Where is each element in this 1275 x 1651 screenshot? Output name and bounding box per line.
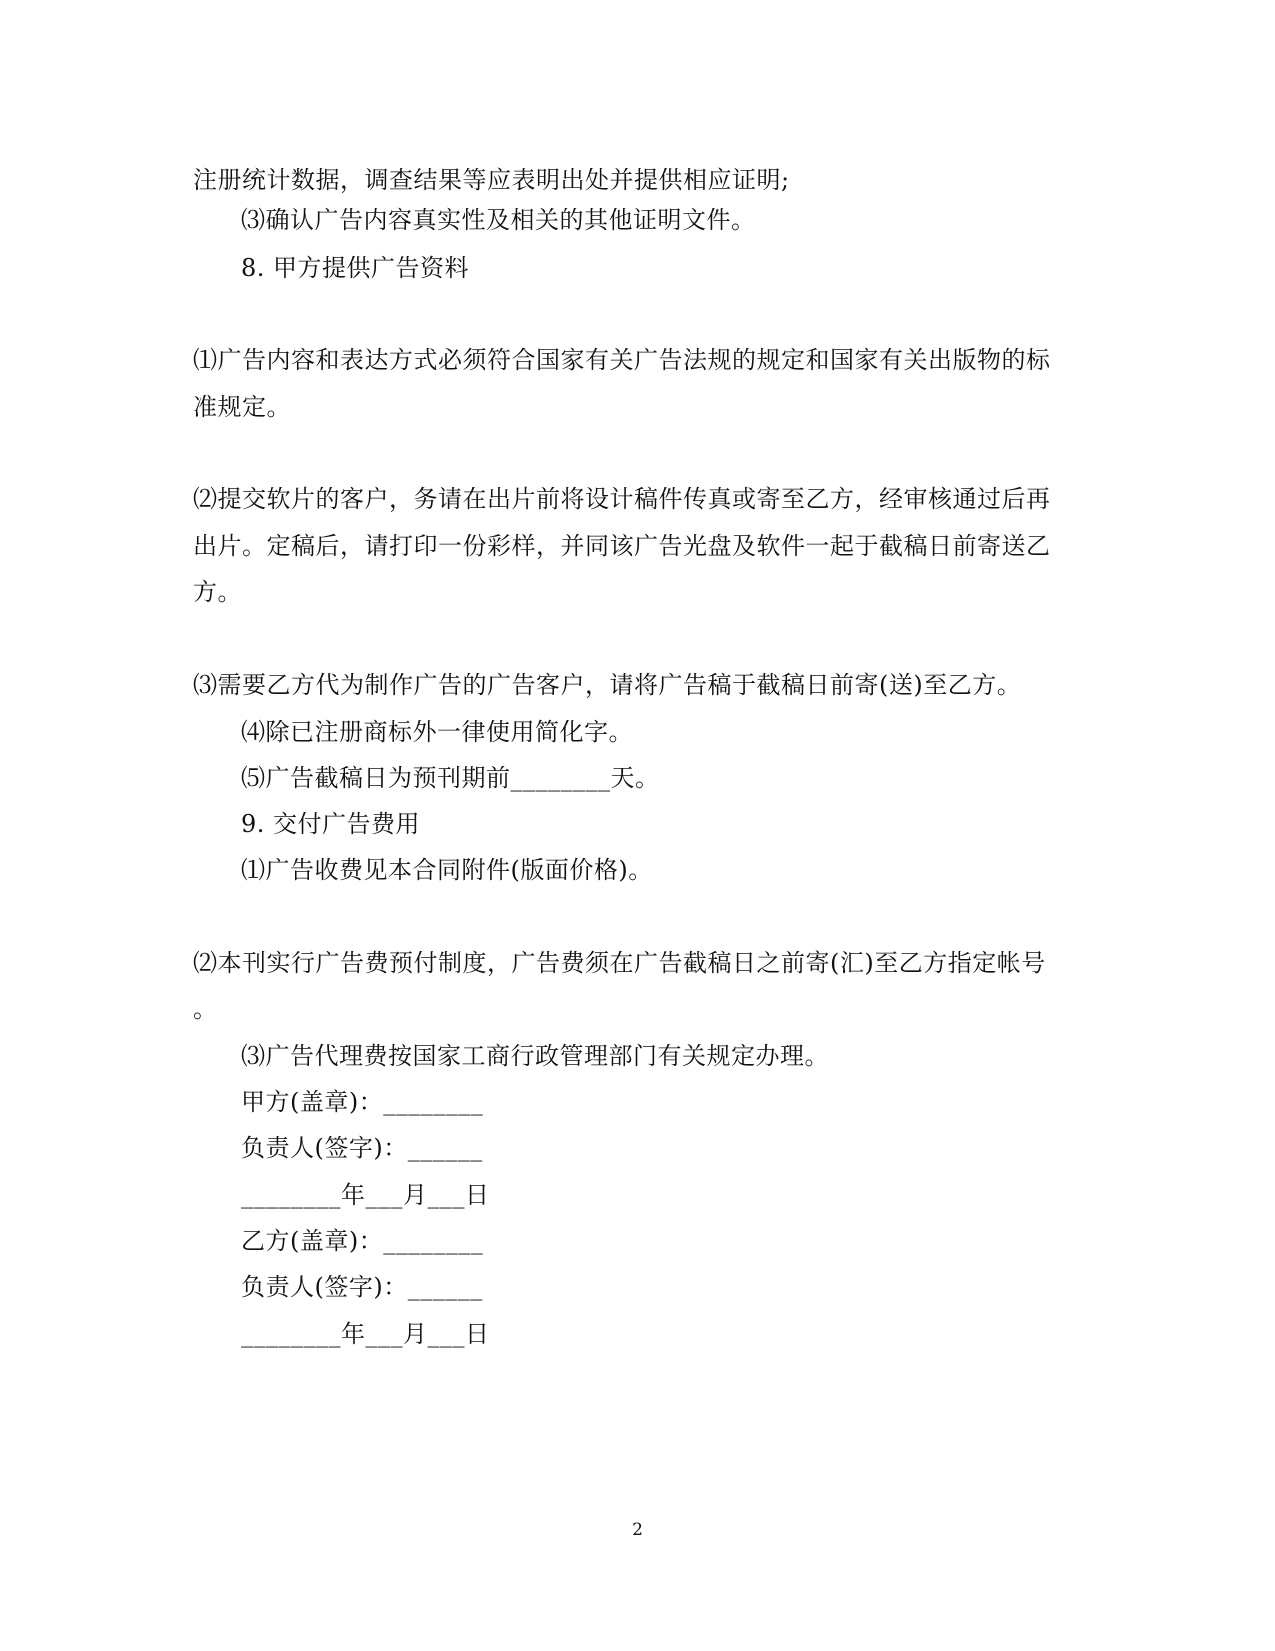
text-line-item-2-prepay: ⑵本刊实行广告费预付制度，广告费须在广告截稿日之前寄(汇)至乙方指定帐号 <box>193 949 1046 977</box>
signature-party-b-date: ________年___月___日 <box>241 1320 490 1348</box>
signature-party-a-date: ________年___月___日 <box>241 1181 490 1209</box>
text-line-item-3-agency: ⑶广告代理费按国家工商行政管理部门有关规定办理。 <box>241 1042 829 1070</box>
text-line-item-3-proof: ⑶确认广告内容真实性及相关的其他证明文件。 <box>241 206 756 234</box>
text-line-item-4-characters: ⑷除已注册商标外一律使用简化字。 <box>241 718 633 746</box>
text-line-item-1-cont: 准规定。 <box>193 393 291 421</box>
text-line-item-1-content: ⑴广告内容和表达方式必须符合国家有关广告法规的规定和国家有关出版物的标 <box>193 346 1051 374</box>
section-heading-9: 9. 交付广告费用 <box>241 810 421 838</box>
text-line-item-3-production: ⑶需要乙方代为制作广告的广告客户，请将广告稿于截稿日前寄(送)至乙方。 <box>193 671 1022 699</box>
text-line-item-5-deadline: ⑸广告截稿日为预刊期前________天。 <box>241 764 660 792</box>
text-line-item-2-end: 方。 <box>193 578 242 606</box>
signature-party-a-seal: 甲方(盖章)：________ <box>241 1088 484 1116</box>
section-heading-8: 8. 甲方提供广告资料 <box>241 254 470 282</box>
text-line-item-2-cont: 出片。定稿后，请打印一份彩样，并同该广告光盘及软件一起于截稿日前寄送乙 <box>193 532 1051 560</box>
signature-party-b-responsible: 负责人(签字)：______ <box>241 1273 483 1301</box>
text-line-item-1-fees: ⑴广告收费见本合同附件(版面价格)。 <box>241 856 653 884</box>
signature-party-a-responsible: 负责人(签字)：______ <box>241 1134 483 1162</box>
signature-party-b-seal: 乙方(盖章)：________ <box>241 1227 484 1255</box>
text-line-item-2-film: ⑵提交软片的客户，务请在出片前将设计稿件传真或寄至乙方，经审核通过后再 <box>193 485 1051 513</box>
text-line-item-2-end: 。 <box>193 995 218 1023</box>
text-line-statistics: 注册统计数据，调查结果等应表明出处并提供相应证明; <box>193 166 790 194</box>
page-number: 2 <box>632 1520 643 1540</box>
